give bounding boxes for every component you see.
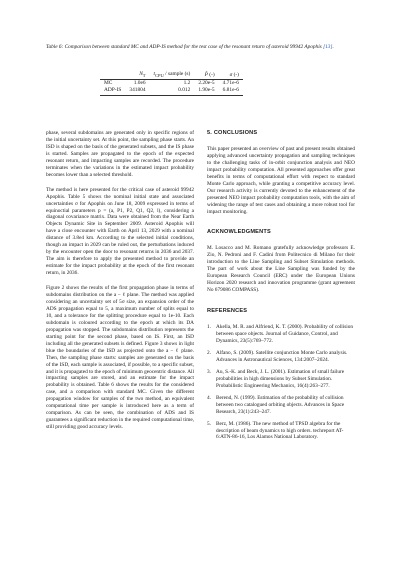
conclusions-paragraph: This paper presented an overview of past and present results obtained applying advanced uncertainty propagation and sampling techniques to the challenging tasks of in-orbit conjunction analysis and NEO impact probability computation. All presented approaches offer great benefits in terms of computational effort with respect to standard Monte Carlo approach, while granting a competitive accuracy level. Our research activity is currently devoted to the enhancement of the presented NEO impact probability computation tools, with the aim of widening the range of test cases and obtaining a more robust tool for impact monitoring. <box>207 145 355 215</box>
table-cell: MC <box>104 80 113 87</box>
left-column <box>46 130 194 439</box>
table-cell: 341804 <box>125 87 149 95</box>
table-cell: ADP-IS <box>100 87 125 95</box>
section-heading-conclusions: 5. CONCLUSIONS <box>207 130 258 136</box>
table-cell: 1.90e-5 <box>194 87 218 95</box>
reference-item <box>207 395 355 416</box>
reference-text: Au, S.-K. and Beck, J. L. (2001). Estimation of small failure probabilities in high dimensions by Subset Simulation. Probabilistic Engineering Mechanics, 16(4):263–277. <box>216 368 345 389</box>
caption-end: . <box>332 44 334 50</box>
reference-text: Alfano, S. (2009). Satellite conjunction Monte Carlo analysis. Advances in Astronautical Sciences, 134:2007–2024. <box>216 349 348 363</box>
table-header-cell: $N_T$ <box>125 71 149 80</box>
body-paragraph: The method is here presented for the critical case of asteroid 99942 Apophis. Table 5 shows the nominal initial state and associated uncertainties σ for Apophis on June 18, 2009 expressed in terms of equinoctial parameters p = (a, P1, P2, Q1, Q2, l), considering a diagonal covariance matrix. Data were obtained from the Near Earth Objects Dynamic Site in September 2009. Asteroid Apophis will have a close encounter with Earth on April 13, 2029 with a nominal distance of 3.8e4 km. According to the selected initial conditions, though an impact in 2029 can be ruled out, the perturbations induced by the encounter open the door to resonant returns in 2036 and 2037. The aim is therefore to apply the presented method to provide an estimate for the impact probability at the epoch of the first resonant return, in 2036. <box>46 186 194 277</box>
reference-text: Berz, M. (1986). The new method of TPSD algebra for the description of beam dynamics to high orders. techreport AT-6:ATN-86-16, Los Alamos National Laboratory. <box>216 420 344 441</box>
table-cell: 4.71e-6 <box>222 80 239 87</box>
caption-text: Comparison between standard MC and ADP-IS method for the test case of the resonant return of asteroid 99942 Apophis <box>63 44 324 50</box>
body-paragraph: Figure 2 shows the results of the first propagation phase in terms of subdomains distribution on the a − ℓ plane. The method was applied considering an uncertainty set of 5σ size, an expansion order of the ADS propagation equal to 5, a maximum number of splits equal to 10, and a tolerance for the splitting procedure equal to 1e-10. Each subdomain is coloured according to the epoch at which its DA propagation was stopped. The subdomains distribution represents the starting point for the second phase, based on IS. First, an ISD including all the generated subsets is defined. Figure 3 shows in light blue the boundaries of the ISD as projected onto the a − ℓ plane. Then, the sampling phase starts: samples are generated on the basis of the ISD, each sample is associated, if possible, to a specific subset, and it is propagated to the epoch of minimum geocentric distance. All impacting samples are stored, and an estimate for the impact probability is obtained. Table 6 shows the results for the considered case, and a comparison with standard MC. Given the different propagation window for samples of the two method, an equivalent computational time per sample is introduced here as a term of comparison. As can be seen, the combination of ADS and IS guarantees a significant reduction in the required computational time, still providing good accuracy levels. <box>46 285 194 431</box>
table-cell: 1.0e6 <box>133 80 146 87</box>
reference-item <box>207 350 355 364</box>
table-cell: 0.012 <box>150 87 195 95</box>
table-header-cell <box>100 71 125 80</box>
table-header-cell: σ (-) <box>219 71 243 80</box>
reference-text: Berend, N. (1999). Estimation of the probability of collision between two catalogued orbiting objects. Advances in Space Research, 23(1):243–247. <box>216 394 345 415</box>
reference-item <box>207 324 355 345</box>
table-row <box>100 87 243 95</box>
caption-label: Table 6: <box>46 44 64 50</box>
table-header-cell: $t_{CPU}$ / sample (s) <box>150 71 195 80</box>
reference-number: 2. <box>207 349 211 356</box>
reference-number: 5. <box>207 420 211 427</box>
right-column <box>207 130 355 446</box>
reference-item <box>207 369 355 390</box>
section-heading-references: REFERENCES <box>207 308 248 315</box>
caption-citation-link[interactable]: [13] <box>323 44 333 50</box>
reference-number: 3. <box>207 368 211 375</box>
table-cell: 6.81e-6 <box>219 87 243 95</box>
table-cell: 1.2 <box>183 80 191 87</box>
table-header-cell: P̂ (-) <box>194 71 218 80</box>
body-paragraph: phase, several subdomains are generated only in specific regions of the initial uncertainty set. At this point, the sampling phase starts. An ISD is shaped on the basis of the generated subsets, and the IS phase is started. Samples are propagated to the epoch of the expected resonant return, and impacting samples are recorded. The procedure terminates when the variations in the estimated impact probability becomes lower than a selected threshold. <box>46 130 194 178</box>
table-cell: 2.20e-5 <box>198 80 215 87</box>
table-header-row <box>100 71 243 80</box>
section-heading-acknowledgments: ACKNOWLEDGMENTS <box>207 229 271 236</box>
table-row <box>100 80 243 88</box>
comparison-table <box>100 71 243 96</box>
reference-list <box>207 324 355 441</box>
table-caption <box>46 44 356 51</box>
acknowledgments-paragraph: M. Losacco and M. Romano gratefully acknowledge professors E. Zio, N. Pedroni and F. Cadini from Politecnico di Milano for their introduction to the Line Sampling and Subset Simulation methods. The part of work about the Line Sampling was funded by the European Research Council (ERC) under the European Unions Horizon 2020 research and innovation programme (grant agreement No 679086 COMPASS). <box>207 245 355 294</box>
reference-text: Akella, M. R. and Alfriend, K. T. (2000). Probability of collision between space objects. Journal of Guidance, Control, and Dynamics, 23(5):769–772. <box>216 324 354 344</box>
reference-number: 4. <box>207 394 211 401</box>
reference-item <box>207 421 355 442</box>
reference-number: 1. <box>207 324 211 331</box>
